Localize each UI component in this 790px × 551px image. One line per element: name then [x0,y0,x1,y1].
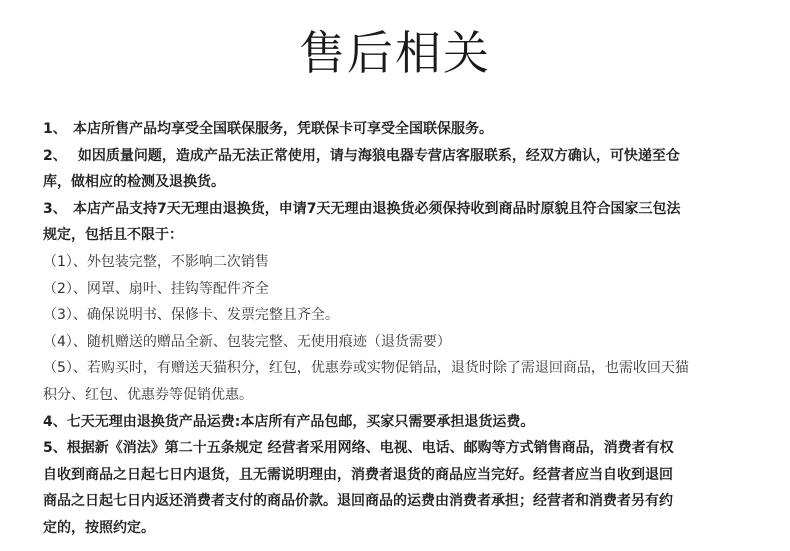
sub-item-2: （2）、网罩、扇叶、挂钩等配件齐全 [43,280,269,297]
sub-item-3: （3）、确保说明书、保修卡、发票完整且齐全。 [43,307,339,324]
sub-item-5: （5）、若购买时，有赠送天猫积分，红包，优惠券或实物促销品，退货时除了需退回商品，也需收回天猫 [43,360,689,377]
policy-item-3-cont [43,222,753,249]
sub-item-5-cont: 积分、红包、优惠券等促销优惠。 [43,386,253,403]
policy-item-3 [43,196,753,223]
item-text: 本店所售产品均享受全国联保服务，凭联保卡可享受全国联保服务。 [73,121,493,137]
item-text: 如因质量问题，造成产品无法正常使用，请与海狼电器专营店客服联系，经双方确认，可快递至仓 [73,147,680,164]
item-number: 2、 [43,147,67,164]
policy-item-5-cont-2: 商品之日起七日内返还消费者支付的商品价款。退回商品的运费由消费者承担；经营者和消费者另有约 [43,493,673,510]
page-title: 售后相关 [299,26,491,80]
policy-item-5-cont-3: 定的，按照约定。 [43,519,155,536]
policy-item-5: 5、根据新《消法》第二十五条规定 经营者采用网络、电视、电话、邮购等方式销售商品，消费者有权 [43,440,674,457]
policy-item-1 [43,116,753,143]
after-sales-content [43,116,753,542]
item-text: 规定，包括且不限于： [43,227,183,244]
policy-item-2 [43,143,753,170]
item-text: 本店产品支持7天无理由退换货，申请7天无理由退换货必须保持收到商品时原貌且符合国家三包法 [73,200,681,217]
sub-item-1: （1）、外包装完整，不影响二次销售 [43,253,269,270]
policy-item-5-cont-1: 自收到商品之日起七日内退货，且无需说明理由，消费者退货的商品应当完好。经营者应当自收到退回 [43,466,673,483]
item-number: 1、 [43,121,67,137]
item-number: 3、 [43,200,67,217]
sub-item-4: （4）、随机赠送的赠品全新、包装完整、无使用痕迹（退货需要） [43,333,451,350]
item-text: 库，做相应的检测及退换货。 [43,174,225,191]
policy-item-2-cont [43,169,753,196]
policy-item-4: 4、七天无理由退换货产品运费:本店所有产品包邮，买家只需要承担退货运费。 [43,413,535,430]
